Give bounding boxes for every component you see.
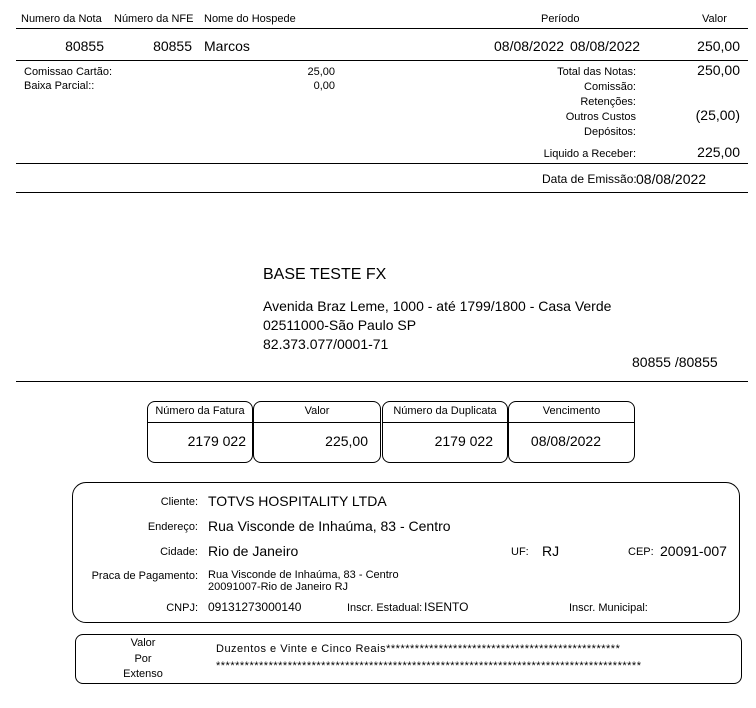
endereco-label: Endereço: <box>147 521 198 533</box>
baixa-parcial-label: Baixa Parcial:: <box>24 80 95 92</box>
row-periodo-fim: 08/08/2022 <box>570 38 641 54</box>
emissao-value: 08/08/2022 <box>636 171 707 187</box>
cep-value: 20091-007 <box>660 543 727 559</box>
numero-fatura-value: 2179 022 <box>187 433 246 449</box>
liquido-label: Liquido a Receber: <box>543 148 636 160</box>
company-name: BASE TESTE FX <box>263 266 387 283</box>
row-valor: 250,00 <box>697 38 740 54</box>
praca-label: Praca de Pagamento: <box>91 570 198 582</box>
total-notas-label: Total das Notas: <box>557 66 636 78</box>
outros-custos-value: (25,00) <box>695 107 740 123</box>
cidade-value: Rio de Janeiro <box>208 543 299 559</box>
extenso-label-line3: Extenso <box>123 668 163 680</box>
header-numero-nota: Numero da Nota <box>21 13 102 25</box>
header-divider <box>16 28 748 29</box>
liquido-value: 225,00 <box>697 144 740 160</box>
uf-value: RJ <box>542 543 560 559</box>
company-divider <box>16 381 748 382</box>
cidade-label: Cidade: <box>160 546 198 558</box>
vencimento-value: 08/08/2022 <box>530 433 601 449</box>
extenso-label-line2: Por <box>134 653 152 665</box>
header-numero-nfe: Número da NFE <box>114 13 194 25</box>
row-numero-nota: 80855 <box>65 38 104 54</box>
extenso-label-line1: Valor <box>130 637 156 649</box>
company-address-line2: 02511000-São Paulo SP <box>263 317 417 333</box>
vencimento-label: Vencimento <box>542 405 601 417</box>
numero-duplicata-value: 2179 022 <box>434 433 493 449</box>
header-valor: Valor <box>702 13 727 25</box>
retencoes-label: Retenções: <box>580 96 636 108</box>
comissao-cartao-label: Comissao Cartão: <box>24 66 113 78</box>
row-divider <box>16 60 748 61</box>
praca-line2: 20091007-Rio de Janeiro RJ <box>208 581 349 593</box>
company-cnpj: 82.373.077/0001-71 <box>263 336 389 352</box>
praca-line1: Rua Visconde de Inhaúma, 83 - Centro <box>208 569 399 581</box>
endereco-value: Rua Visconde de Inhaúma, 83 - Centro <box>208 518 451 534</box>
comissao-cartao-value: 25,00 <box>307 66 335 78</box>
header-periodo: Período <box>541 13 580 25</box>
outros-custos-label: Outros Custos <box>565 111 636 123</box>
extenso-text-line2: ***************************************************************************************** <box>216 660 642 672</box>
emissao-divider <box>16 192 748 193</box>
cliente-label: Cliente: <box>160 496 198 508</box>
company-doc-number: 80855 /80855 <box>632 354 718 370</box>
row-numero-nfe: 80855 <box>153 38 192 54</box>
cnpj-value: 09131273000140 <box>208 600 302 614</box>
cliente-value: TOTVS HOSPITALITY LTDA <box>208 493 387 509</box>
valor-value: 225,00 <box>325 433 368 449</box>
company-address-line1: Avenida Braz Leme, 1000 - até 1799/1800 - Casa Verde <box>263 298 612 314</box>
cnpj-label: CNPJ: <box>166 602 198 614</box>
depositos-label: Depósitos: <box>584 126 636 138</box>
extenso-text-line1: Duzentos e Vinte e Cinco Reais************************************************* <box>216 643 621 655</box>
baixa-parcial-value: 0,00 <box>313 80 335 92</box>
insc-estadual-value: ISENTO <box>424 600 469 614</box>
valor-label: Valor <box>304 405 330 417</box>
comissao-label: Comissão: <box>584 81 636 93</box>
numero-duplicata-label: Número da Duplicata <box>393 405 497 417</box>
emissao-label: Data de Emissão: <box>542 172 637 186</box>
numero-fatura-label: Número da Fatura <box>155 405 245 417</box>
row-periodo-inicio: 08/08/2022 <box>494 38 565 54</box>
cep-label: CEP: <box>628 546 654 558</box>
totals-divider <box>16 163 748 164</box>
uf-label: UF: <box>511 546 529 558</box>
row-nome-hospede: Marcos <box>204 38 250 54</box>
total-notas-value: 250,00 <box>697 62 740 78</box>
insc-municipal-label: Inscr. Municipal: <box>569 602 648 614</box>
insc-estadual-label: Inscr. Estadual: <box>347 602 423 614</box>
header-nome-hospede: Nome do Hospede <box>204 13 296 25</box>
